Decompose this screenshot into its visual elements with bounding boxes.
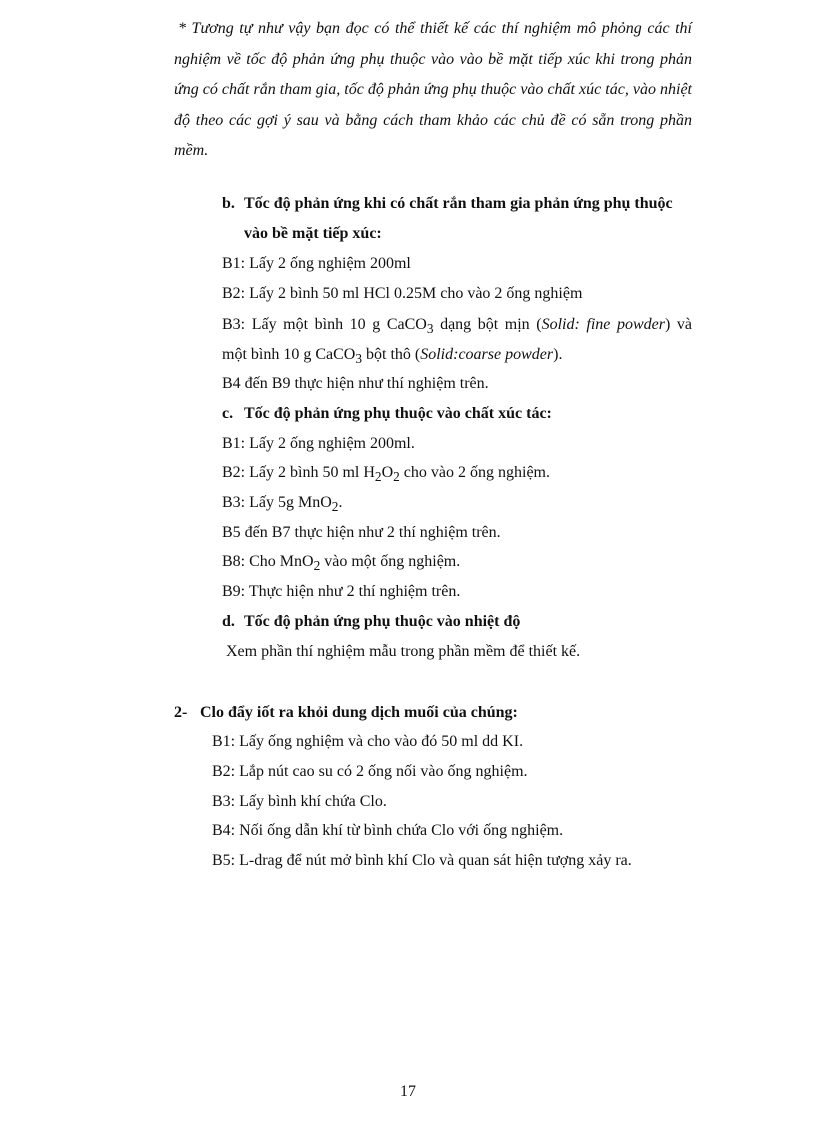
section-c-step-3 <box>222 493 342 517</box>
section-b-heading <box>222 194 692 214</box>
intro-paragraph <box>174 14 692 167</box>
b3-mid2: bột thô ( <box>362 346 421 363</box>
section-b-step-2: B2: Lấy 2 bình 50 ml HCl 0.25M cho vào 2 ống nghiệm <box>222 285 583 302</box>
section-b-step-4: B4 đến B9 thực hiện như thí nghiệm trên. <box>222 375 489 392</box>
c-b2-sub2: 2 <box>393 469 400 485</box>
c-b8-prefix: B8: Cho MnO <box>222 553 314 570</box>
section-b-marker: b. <box>222 195 235 212</box>
b3-line2-prefix: một bình 10 g CaCO <box>222 346 356 363</box>
b3-end2: ). <box>553 346 563 363</box>
section-2-heading <box>174 703 518 723</box>
section-2-step-3: B3: Lấy bình khí chứa Clo. <box>212 793 387 810</box>
section-c-step-9: B9: Thực hiện như 2 thí nghiệm trên. <box>222 583 461 600</box>
c-b2-sub1: 2 <box>374 469 382 485</box>
section-d-title: Tốc độ phản ứng phụ thuộc vào nhiệt độ <box>244 613 521 630</box>
b3-end1: ) và <box>665 316 693 333</box>
page-number: 17 <box>400 1083 416 1100</box>
section-2-step-2: B2: Lắp nút cao su có 2 ống nối vào ống nghiệm. <box>212 763 528 780</box>
section-b-step-1: B1: Lấy 2 ống nghiệm 200ml <box>222 255 411 272</box>
section-2-step-1: B1: Lấy ống nghiệm và cho vào đó 50 ml dd KI. <box>212 733 524 750</box>
section-2-step-4: B4: Nối ống dẫn khí từ bình chứa Clo với ống nghiệm. <box>212 822 564 839</box>
b3-sub2: 3 <box>355 351 363 367</box>
section-c-step-1: B1: Lấy 2 ống nghiệm 200ml. <box>222 435 415 452</box>
c-b3-sub: 2 <box>331 499 339 515</box>
b3-mid1: dạng bột mịn ( <box>433 316 542 333</box>
b3-prefix: B3: Lấy một bình 10 g CaCO <box>222 316 427 333</box>
section-c-title: Tốc độ phản ứng phụ thuộc vào chất xúc tác: <box>244 405 552 422</box>
c-b2-suffix: cho vào 2 ống nghiệm. <box>399 464 550 481</box>
c-b2-mid: O <box>381 464 394 481</box>
section-2-step-5: B5: L-drag để nút mở bình khí Clo và quan sát hiện tượng xảy ra. <box>212 852 632 869</box>
section-b-step-3-line2 <box>222 345 562 369</box>
section-2-marker: 2- <box>174 704 188 721</box>
section-d-marker: d. <box>222 613 235 630</box>
c-b8-suffix: vào một ống nghiệm. <box>320 553 461 570</box>
section-d-text: Xem phần thí nghiệm mẫu trong phần mềm để thiết kế. <box>226 643 581 660</box>
intro-text: * Tương tự như vậy bạn đọc có thể thiết kế các thí nghiệm mô phỏng các thí nghiệm về tốc độ phản ứng phụ thuộc vào vào bề mặt tiếp xúc khi trong phản ứng có chất rắn tham gia, tốc độ phản ứng phụ thuộc vào chất xúc tác, vào nhiệt độ theo các gợi ý sau và bằng cách tham khảo các chủ đề có sẵn trong phần mềm. <box>174 20 692 160</box>
section-b-step-3-line1 <box>222 315 692 339</box>
section-d-heading <box>222 612 520 632</box>
section-c-step-5: B5 đến B7 thực hiện như 2 thí nghiệm trên. <box>222 524 501 541</box>
section-c-heading <box>222 404 552 424</box>
section-c-step-8 <box>222 552 460 576</box>
c-b3-prefix: B3: Lấy 5g MnO <box>222 494 332 511</box>
section-b-title-line1: Tốc độ phản ứng khi có chất rắn tham gia phản ứng phụ thuộc <box>244 195 673 212</box>
b3-sub1: 3 <box>426 321 434 337</box>
section-c-step-2 <box>222 463 550 487</box>
b3-italic2: Solid:coarse powder <box>420 346 554 363</box>
section-b-title-line2: vào bề mặt tiếp xúc: <box>244 225 382 242</box>
section-c-marker: c. <box>222 405 234 422</box>
c-b2-prefix: B2: Lấy 2 bình 50 ml H <box>222 464 375 481</box>
section-2-title: Clo đẩy iốt ra khỏi dung dịch muối của chúng: <box>200 704 518 721</box>
c-b8-sub: 2 <box>313 558 321 574</box>
c-b3-suffix: . <box>338 494 343 511</box>
b3-italic1: Solid: fine powder <box>541 316 665 333</box>
